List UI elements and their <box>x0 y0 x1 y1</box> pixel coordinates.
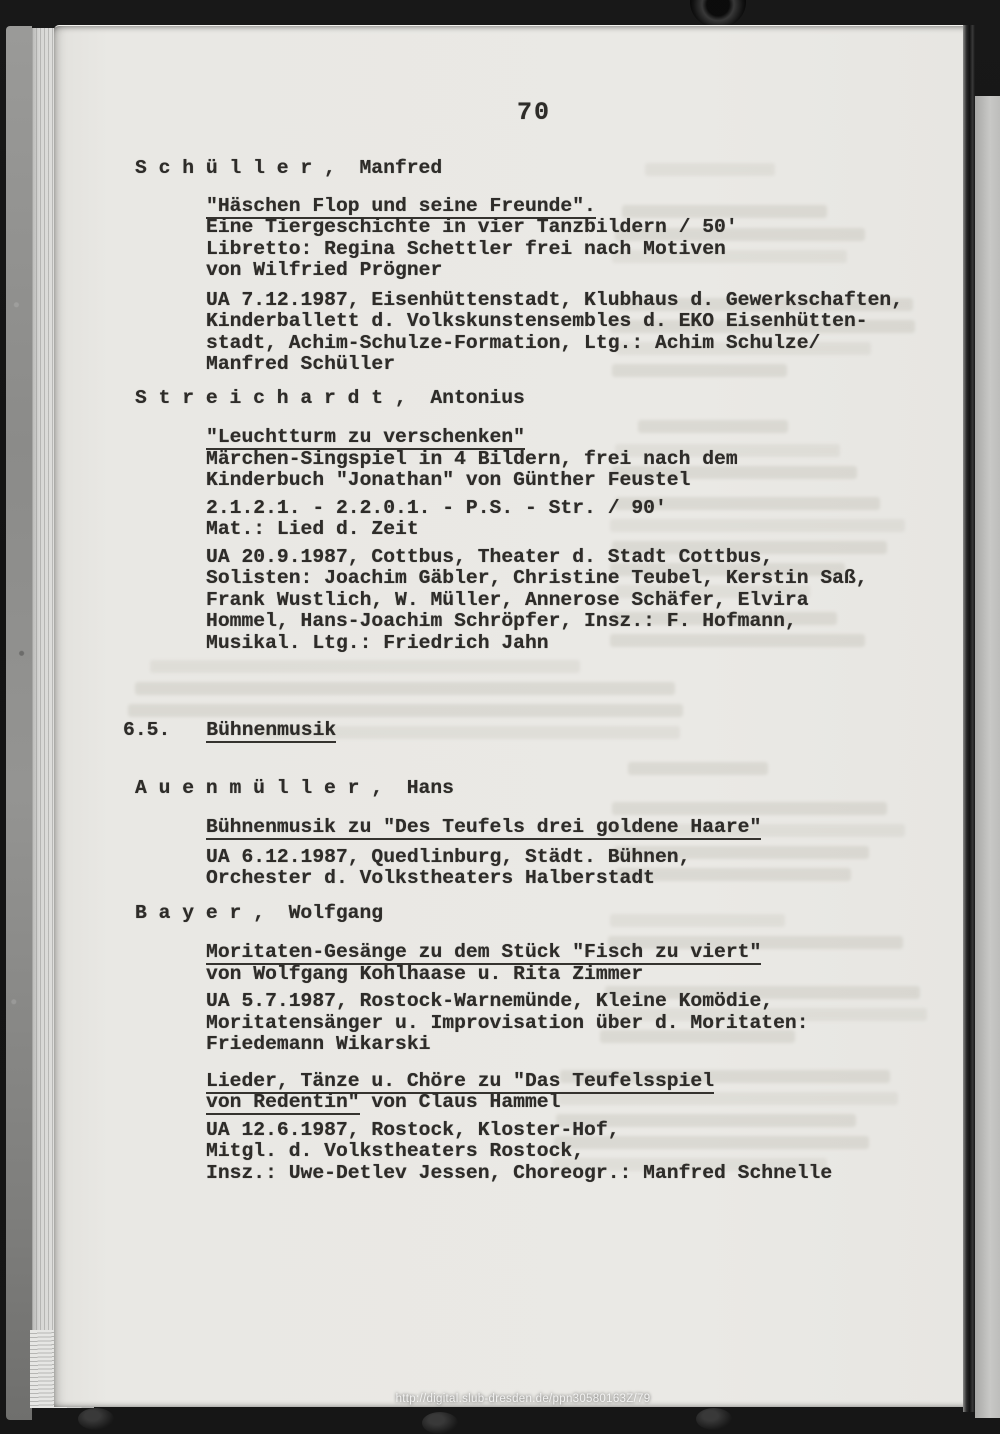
text-line: Kinderballett d. Volkskunstensembles d. EKO Eisenhütten- <box>206 310 868 332</box>
work-title-block <box>206 942 1000 985</box>
text-line: Musikal. Ltg.: Friedrich Jahn <box>206 631 549 654</box>
section-number: 6.5. <box>123 719 171 741</box>
text-line: Moritaten-Gesänge zu dem Stück "Fisch zu viert" <box>206 941 762 963</box>
text-line: "Häschen Flop und seine Freunde". <box>206 194 596 217</box>
section-title: Bühnenmusik <box>206 719 337 741</box>
text-line: 2.1.2.1. - 2.2.0.1. - P.S. - Str. / 90' <box>206 496 667 519</box>
work-title-block <box>206 1071 1000 1114</box>
text-line: UA 5.7.1987, Rostock-Warnemünde, Kleine Komödie, <box>206 990 774 1012</box>
text-line: Hommel, Hans-Joachim Schröpfer, Insz.: F. Hofmann, <box>206 610 797 632</box>
detail-paragraph <box>206 847 1000 890</box>
author-heading: B a y e r , Wolfgang <box>135 901 384 924</box>
watermark-url: http://digital.slub-dresden.de/ppn30580163Z/79 <box>395 1393 651 1405</box>
text-line: Libretto: Regina Schettler frei nach Motiven <box>206 237 726 260</box>
text-line: Kinderbuch "Jonathan" von Günther Feustel <box>206 469 691 491</box>
text-line: von Redentin" von Claus Hammel <box>206 1091 561 1113</box>
text-line: Frank Wustlich, W. Müller, Annerose Schäfer, Elvira <box>206 588 809 611</box>
detail-paragraph <box>206 290 1000 376</box>
text-line: Märchen-Singspiel in 4 Bildern, frei nach dem <box>206 447 738 470</box>
text-line: Bühnenmusik zu "Des Teufels drei goldene Haare" <box>206 816 762 838</box>
text-line: UA 12.6.1987, Rostock, Kloster-Hof, <box>206 1118 620 1141</box>
section-heading <box>123 720 1000 742</box>
author-heading: A u e n m ü l l e r , Hans <box>135 776 454 799</box>
text-line: Orchester d. Volkstheaters Halberstadt <box>206 867 655 889</box>
scanner-bolt <box>422 1412 458 1434</box>
text-line: UA 7.12.1987, Eisenhüttenstadt, Klubhaus d. Gewerkschaften, <box>206 288 904 311</box>
detail-paragraph <box>206 991 1000 1056</box>
text-line: "Leuchtturm zu verschenken" <box>206 426 525 448</box>
text-line: Manfred Schüller <box>206 353 396 375</box>
detail-paragraph <box>206 1120 1000 1185</box>
text-line: UA 20.9.1987, Cottbus, Theater d. Stadt Cottbus, <box>206 545 774 568</box>
author-heading: S t r e i c h a r d t , Antonius <box>135 386 525 409</box>
text-line: Mat.: Lied d. Zeit <box>206 518 419 540</box>
text-line: Friedemann Wikarski <box>206 1033 431 1055</box>
scanner-bolt <box>78 1408 114 1430</box>
text-line: UA 6.12.1987, Quedlinburg, Städt. Bühnen, <box>206 845 691 868</box>
text-line: Lieder, Tänze u. Chöre zu "Das Teufelsspiel <box>206 1069 715 1092</box>
work-title-block <box>206 817 1000 839</box>
text-line: Mitgl. d. Volkstheaters Rostock, <box>206 1140 585 1162</box>
text-line: stadt, Achim-Schulze-Formation, Ltg.: Achim Schulze/ <box>206 331 821 354</box>
text-line: Eine Tiergeschichte in vier Tanzbildern / 50' <box>206 216 738 238</box>
author-heading: S c h ü l l e r , Manfred <box>135 157 443 179</box>
text-line: Moritatensänger u. Improvisation über d. Moritaten: <box>206 1011 809 1034</box>
text-line: Solisten: Joachim Gäbler, Christine Teubel, Kerstin Saß, <box>206 567 868 589</box>
detail-paragraph <box>206 547 1000 655</box>
page-number: 70 <box>517 98 552 127</box>
scanner-bolt <box>696 1408 732 1430</box>
work-title-block <box>206 196 1000 282</box>
work-title-block <box>206 427 1000 492</box>
text-line: von Wilfried Prögner <box>206 259 443 281</box>
detail-paragraph <box>206 498 1000 541</box>
text-line: von Wolfgang Kohlhaase u. Rita Zimmer <box>206 962 644 985</box>
text-line: Insz.: Uwe-Detlev Jessen, Choreogr.: Manfred Schnelle <box>206 1161 833 1184</box>
